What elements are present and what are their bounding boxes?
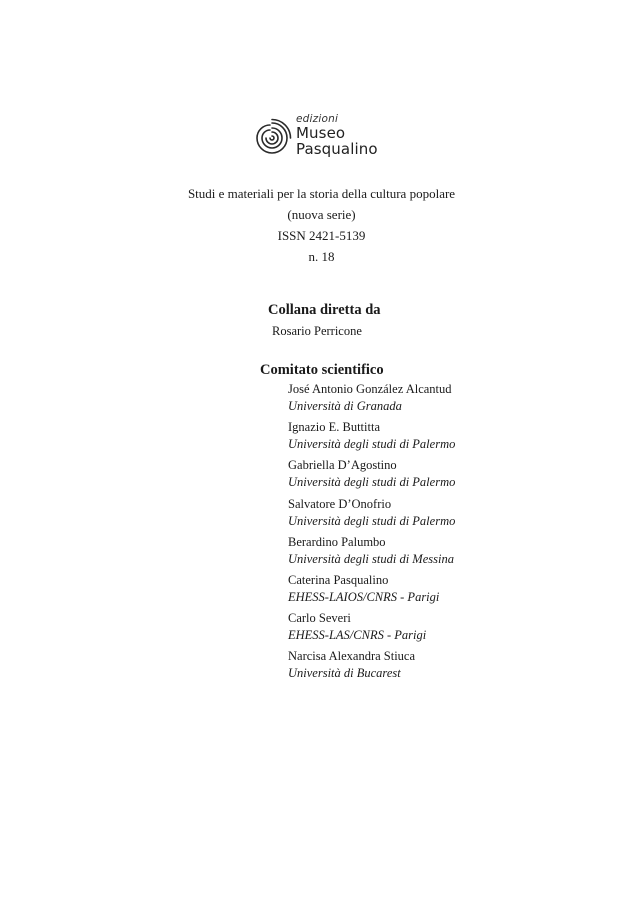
committee-list [288,381,455,687]
collana-heading: Collana diretta da [268,302,381,318]
member-name: Berardino Palumbo [288,534,386,549]
member-affiliation: Università di Bucarest [288,666,401,681]
member-name: Narcisa Alexandra Stiuca [288,649,416,664]
series-title: Studi e materiali per la storia della cultura popolare [187,186,456,201]
member-name: Salvatore D’Onofrio [288,496,392,511]
series-info [0,183,643,267]
member-affiliation: EHESS-LAS/CNRS - Parigi [288,628,427,643]
member-name: José Antonio González Alcantud [288,382,452,396]
collana-editor: Rosario Perricone [272,324,362,338]
committee-member [288,572,455,610]
series-number: n. 18 [308,249,335,264]
member-affiliation: EHESS-LAIOS/CNRS - Parigi [288,589,440,604]
committee-member [288,648,455,686]
series-issn: ISSN 2421-5139 [277,228,366,243]
logo-pasqualino: Pasqualino [296,139,378,158]
series-subtitle: (nuova serie) [287,207,356,222]
member-name: Carlo Severi [288,611,351,626]
logo-edizioni: edizioni [296,113,339,125]
comitato-heading: Comitato scientifico [260,362,384,378]
committee-member [288,419,455,457]
logo-museo: Museo [296,123,346,142]
member-name: Ignazio E. Buttitta [288,420,380,435]
member-affiliation: Università degli studi di Palermo [288,475,456,490]
committee-member [288,610,455,648]
member-affiliation: Università degli studi di Messina [288,551,454,566]
committee-member [288,496,455,534]
member-affiliation: Università degli studi di Palermo [288,437,456,452]
committee-member [288,457,455,495]
member-name: Gabriella D’Agostino [288,458,397,473]
committee-member [288,381,455,419]
member-name: Caterina Pasqualino [288,572,389,587]
member-affiliation: Università di Granada [288,399,402,413]
publisher-logo [252,114,392,162]
member-affiliation: Università degli studi di Palermo [288,513,456,528]
logo-wordmark [296,114,378,157]
committee-member [288,534,455,572]
spiral-logo-icon [252,118,292,158]
